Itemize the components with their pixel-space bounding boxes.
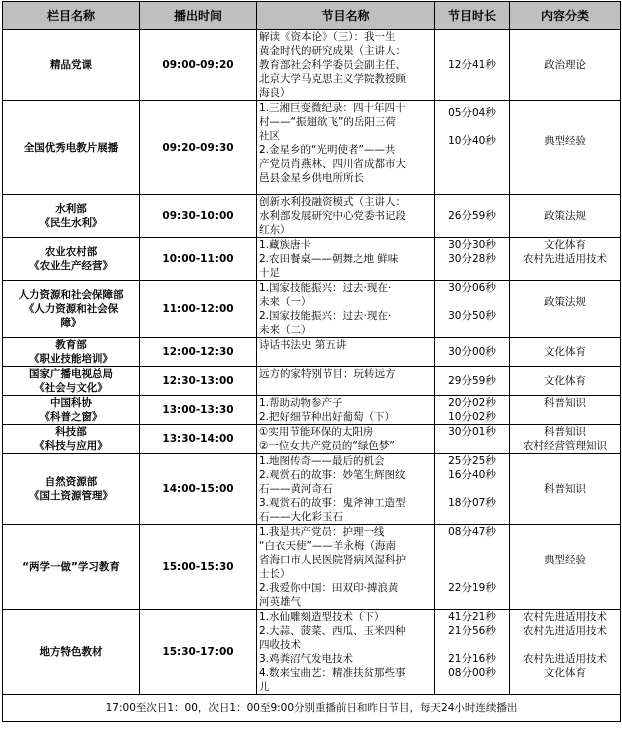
- column-name-line: 精品党课: [50, 59, 92, 71]
- program-line: 未来（一）: [259, 296, 312, 308]
- duration-line: 30分50秒: [448, 310, 496, 322]
- program-line: 未来（二）: [259, 324, 312, 336]
- duration-line: 25分25秒: [448, 455, 496, 467]
- air-time-cell: 09:20-09:30: [140, 101, 257, 195]
- column-name-line: 《职业技能培训》: [29, 353, 113, 365]
- program-line: 1.地图传奇——最后的机会: [259, 455, 385, 467]
- category-line: [512, 281, 618, 295]
- schedule-row: [3, 454, 621, 525]
- schedule-row: [3, 238, 621, 281]
- program-line: 1.三湘巨变微纪录：四十年四十: [259, 102, 406, 114]
- column-name-cell: [3, 338, 140, 367]
- category-line: 农村先进适用技术: [523, 253, 607, 265]
- duration-cell: [435, 101, 510, 195]
- schedule-row: [3, 338, 621, 367]
- column-name-cell: [3, 454, 140, 525]
- duration-line: [437, 638, 507, 652]
- column-name-cell: [3, 367, 140, 396]
- program-line: 教育部社会科学委员会副主任、: [259, 59, 406, 71]
- program-line: 1.藏族唐卡: [259, 239, 312, 251]
- schedule-row: [3, 101, 621, 195]
- column-name-line: 地方特色教材: [39, 646, 103, 658]
- duration-line: 30分01秒: [448, 426, 496, 438]
- header-row: [3, 2, 621, 30]
- program-line: 2.我爱你中国：田双印·搏浪黄: [259, 582, 399, 594]
- duration-line: 30分06秒: [448, 282, 496, 294]
- column-name-line: 教育部: [55, 339, 87, 351]
- air-time-cell: 13:00-13:30: [140, 396, 257, 425]
- category-line: [512, 638, 618, 652]
- program-line: 石——大化彩玉石: [259, 511, 343, 523]
- column-name-line: 《国土资源管理》: [29, 490, 113, 502]
- category-line: 科普知识: [544, 426, 586, 438]
- category-cell: [510, 238, 621, 281]
- program-line: 2.国家技能振兴：过去·现在·: [259, 310, 392, 322]
- program-line: 士长）: [259, 568, 291, 580]
- duration-line: [437, 86, 507, 100]
- program-line: ②一位女共产党员的“绿色梦”: [259, 440, 395, 452]
- duration-line: 08分47秒: [448, 526, 496, 538]
- program-cell: [257, 238, 435, 281]
- category-line: [512, 510, 618, 524]
- duration-line: [437, 553, 507, 567]
- duration-cell: [435, 396, 510, 425]
- category-cell: [510, 525, 621, 610]
- program-cell: [257, 610, 435, 695]
- program-line: 3.观赏石的故事：鬼斧神工造型: [259, 497, 406, 509]
- category-cell: [510, 454, 621, 525]
- column-name-line: 自然资源部: [44, 476, 98, 488]
- schedule-row: [3, 195, 621, 238]
- duration-line: [437, 439, 507, 453]
- category-line: 农村先进适用技术: [523, 653, 607, 665]
- duration-cell: [435, 338, 510, 367]
- program-line: 2.大蒜、菠菜、西瓜、玉米四种: [259, 625, 406, 637]
- program-line: 北京大学马克思主义学院教授顾: [259, 73, 406, 85]
- air-time-cell: 15:00-15:30: [140, 525, 257, 610]
- category-line: [512, 72, 618, 86]
- category-line: [512, 106, 618, 120]
- column-name-line: 中国科协: [50, 397, 92, 409]
- schedule-body: [3, 30, 621, 695]
- category-line: [512, 195, 618, 209]
- column-name-line: 《农业生产经营》: [29, 260, 113, 272]
- duration-line: [437, 510, 507, 524]
- category-line: 典型经验: [544, 554, 586, 566]
- column-name-cell: [3, 610, 140, 695]
- category-cell: [510, 101, 621, 195]
- category-cell: [510, 338, 621, 367]
- duration-cell: [435, 195, 510, 238]
- program-line: 石——黄河奇石: [259, 483, 333, 495]
- header-duration: 节目时长: [435, 2, 510, 30]
- program-cell: [257, 367, 435, 396]
- air-time-cell: 10:00-11:00: [140, 238, 257, 281]
- category-line: 农村先进适用技术: [523, 611, 607, 623]
- program-line: 儿: [259, 681, 270, 693]
- program-line: 产党员肖燕林、四川省成都市大: [259, 158, 406, 170]
- program-line: 村——“振翅欲飞”的岳阳三荷: [259, 116, 396, 128]
- schedule-row: [3, 525, 621, 610]
- category-line: [512, 86, 618, 100]
- category-line: [512, 223, 618, 237]
- program-cell: [257, 281, 435, 338]
- column-name-cell: [3, 195, 140, 238]
- category-line: [512, 309, 618, 323]
- program-line: 红东）: [259, 224, 291, 236]
- category-line: [512, 595, 618, 609]
- program-line: 河英雄气: [259, 596, 301, 608]
- duration-line: [437, 295, 507, 309]
- duration-line: [437, 223, 507, 237]
- duration-line: 30分00秒: [448, 346, 496, 358]
- duration-line: [437, 595, 507, 609]
- program-line: 水利部发展研究中心党委书记段: [259, 210, 406, 222]
- program-cell: [257, 101, 435, 195]
- duration-line: 08分00秒: [448, 667, 496, 679]
- duration-line: [437, 482, 507, 496]
- duration-cell: [435, 454, 510, 525]
- footer-note: 17:00至次日1：00，次日1：00至9:00分别重播前日和昨日节目，每天24小时连续播出: [3, 695, 621, 722]
- category-line: 文化体育: [544, 375, 586, 387]
- schedule-row: [3, 30, 621, 101]
- program-cell: [257, 396, 435, 425]
- category-line: [512, 176, 618, 190]
- column-name-line: 《科普之窗》: [39, 411, 103, 423]
- category-line: [512, 120, 618, 134]
- program-cell: [257, 525, 435, 610]
- duration-line: [437, 680, 507, 694]
- duration-line: 41分21秒: [448, 611, 496, 623]
- duration-cell: [435, 281, 510, 338]
- duration-line: 30分28秒: [448, 253, 496, 265]
- program-line: 远方的家特别节目：玩转远方: [259, 368, 396, 380]
- category-line: [512, 44, 618, 58]
- program-line: “白衣天使”——羊永梅（海南: [259, 540, 396, 552]
- program-line: 社区: [259, 130, 280, 142]
- duration-line: 22分19秒: [448, 582, 496, 594]
- program-cell: [257, 454, 435, 525]
- category-cell: [510, 396, 621, 425]
- column-name-line: 《人力资源和社会保: [23, 303, 119, 315]
- duration-line: [437, 323, 507, 337]
- duration-line: 21分56秒: [448, 625, 496, 637]
- program-line: 十足: [259, 267, 280, 279]
- program-line: 四收技术: [259, 639, 301, 651]
- duration-line: 26分59秒: [448, 210, 496, 222]
- header-program-name: 节目名称: [257, 2, 435, 30]
- column-name-line: 科技部: [55, 426, 87, 438]
- program-cell: [257, 338, 435, 367]
- air-time-cell: 09:00-09:20: [140, 30, 257, 101]
- category-cell: [510, 30, 621, 101]
- category-line: 科普知识: [544, 483, 586, 495]
- duration-line: [437, 72, 507, 86]
- duration-line: [437, 120, 507, 134]
- category-line: 政治理论: [544, 59, 586, 71]
- category-line: 科普知识: [544, 397, 586, 409]
- column-name-line: 障》: [60, 317, 82, 329]
- duration-line: 10分40秒: [448, 134, 496, 147]
- duration-line: 05分04秒: [448, 106, 496, 119]
- category-line: 农村经营管理知识: [523, 440, 607, 452]
- duration-line: 30分30秒: [448, 239, 496, 251]
- program-line: 1.国家技能振兴：过去·现在·: [259, 282, 392, 294]
- duration-line: [437, 266, 507, 280]
- air-time-cell: 11:00-12:00: [140, 281, 257, 338]
- program-line: 解读《资本论》（三）：我一生: [259, 31, 396, 43]
- program-line: 2.观赏石的故事：妙笔生辉图纹: [259, 469, 406, 481]
- column-name-line: 《社会与文化》: [34, 382, 108, 394]
- category-line: [512, 525, 618, 539]
- category-line: [512, 496, 618, 510]
- category-line: 政策法规: [544, 296, 586, 308]
- duration-cell: [435, 367, 510, 396]
- column-name-line: 全国优秀电教片展播: [23, 141, 119, 154]
- category-line: 文化体育: [544, 667, 586, 679]
- category-line: [512, 468, 618, 482]
- schedule-row: [3, 396, 621, 425]
- category-cell: [510, 610, 621, 695]
- program-line: ①实用节能环保的太阳房: [259, 426, 374, 438]
- duration-line: 29分59秒: [448, 375, 496, 387]
- schedule-row: [3, 367, 621, 396]
- category-cell: [510, 367, 621, 396]
- program-cell: [257, 425, 435, 454]
- category-line: [512, 323, 618, 337]
- program-line: 黄金时代的研究成果（主讲人：: [259, 45, 406, 57]
- program-line: 2.把好细节种出好葡萄（下）: [259, 411, 396, 423]
- footer-row: [3, 695, 621, 722]
- schedule-row: [3, 425, 621, 454]
- category-line: 文化体育: [544, 239, 586, 251]
- program-line: 2.农田餐桌——朝舞之地 鲜味: [259, 253, 399, 265]
- column-name-cell: [3, 281, 140, 338]
- column-name-line: “两学一做”学习教育: [22, 561, 120, 573]
- header-category: 内容分类: [510, 2, 621, 30]
- duration-line: [437, 44, 507, 58]
- program-line: 邑县金星乡供电所所长: [259, 172, 364, 184]
- duration-line: 16分40秒: [448, 469, 496, 481]
- program-line: 2.金星乡的“光明使者”——共: [259, 144, 396, 156]
- category-line: [512, 567, 618, 581]
- category-line: [512, 410, 618, 424]
- schedule-row: [3, 610, 621, 695]
- category-line: [512, 680, 618, 694]
- column-name-cell: [3, 30, 140, 101]
- duration-cell: [435, 525, 510, 610]
- category-line: [512, 148, 618, 162]
- header-column-name: 栏目名称: [3, 2, 140, 30]
- duration-line: [437, 176, 507, 190]
- category-line: [512, 581, 618, 595]
- duration-line: 20分02秒: [448, 397, 496, 409]
- duration-line: [437, 148, 507, 162]
- column-name-line: 《科技与应用》: [34, 440, 108, 452]
- air-time-cell: 09:30-10:00: [140, 195, 257, 238]
- program-line: 4.数来宝曲艺：精准扶贫那些事: [259, 667, 406, 679]
- program-line: 1.我是共产党员：护理一线: [259, 526, 385, 538]
- category-line: [512, 454, 618, 468]
- category-line: 典型经验: [544, 134, 586, 147]
- category-line: [512, 30, 618, 44]
- duration-line: [437, 567, 507, 581]
- column-name-line: 国家广播电视总局: [29, 368, 113, 380]
- air-time-cell: 15:30-17:00: [140, 610, 257, 695]
- category-cell: [510, 425, 621, 454]
- duration-line: 10分02秒: [448, 411, 496, 423]
- duration-cell: [435, 30, 510, 101]
- program-line: 1.水仙雕刻造型技术（下）: [259, 611, 385, 623]
- duration-line: [437, 195, 507, 209]
- column-name-line: 农业农村部: [44, 246, 98, 258]
- duration-line: [437, 539, 507, 553]
- category-cell: [510, 281, 621, 338]
- air-time-cell: 14:00-15:00: [140, 454, 257, 525]
- duration-cell: [435, 610, 510, 695]
- category-line: [512, 266, 618, 280]
- duration-line: 12分41秒: [448, 59, 496, 71]
- schedule-table: [2, 1, 621, 722]
- duration-line: [437, 162, 507, 176]
- category-line: [512, 539, 618, 553]
- program-line: 3.鸡粪沼气发电技术: [259, 653, 354, 665]
- category-line: [512, 162, 618, 176]
- air-time-cell: 13:30-14:00: [140, 425, 257, 454]
- program-line: 诗话书法史 第五讲: [259, 339, 347, 351]
- schedule-row: [3, 281, 621, 338]
- header-air-time: 播出时间: [140, 2, 257, 30]
- program-line: 创新水利投融资模式（主讲人：: [259, 196, 406, 208]
- category-line: 政策法规: [544, 210, 586, 222]
- column-name-cell: [3, 238, 140, 281]
- column-name-cell: [3, 525, 140, 610]
- column-name-line: 《民生水利》: [39, 217, 103, 229]
- column-name-cell: [3, 396, 140, 425]
- column-name-line: 人力资源和社会保障部: [18, 289, 124, 301]
- program-line: 省海口市人民医院肾病风湿科护: [259, 554, 406, 566]
- program-cell: [257, 195, 435, 238]
- duration-cell: [435, 425, 510, 454]
- column-name-line: 水利部: [55, 203, 87, 215]
- program-cell: [257, 30, 435, 101]
- column-name-cell: [3, 425, 140, 454]
- duration-cell: [435, 238, 510, 281]
- air-time-cell: 12:30-13:00: [140, 367, 257, 396]
- category-line: 文化体育: [544, 346, 586, 358]
- duration-line: 21分16秒: [448, 653, 496, 665]
- program-line: 海良）: [259, 87, 291, 99]
- category-cell: [510, 195, 621, 238]
- duration-line: 18分07秒: [448, 497, 496, 509]
- air-time-cell: 12:00-12:30: [140, 338, 257, 367]
- column-name-cell: [3, 101, 140, 195]
- program-line: 1.帮助动物参产子: [259, 397, 343, 409]
- duration-line: [437, 30, 507, 44]
- category-line: 农村先进适用技术: [523, 625, 607, 637]
